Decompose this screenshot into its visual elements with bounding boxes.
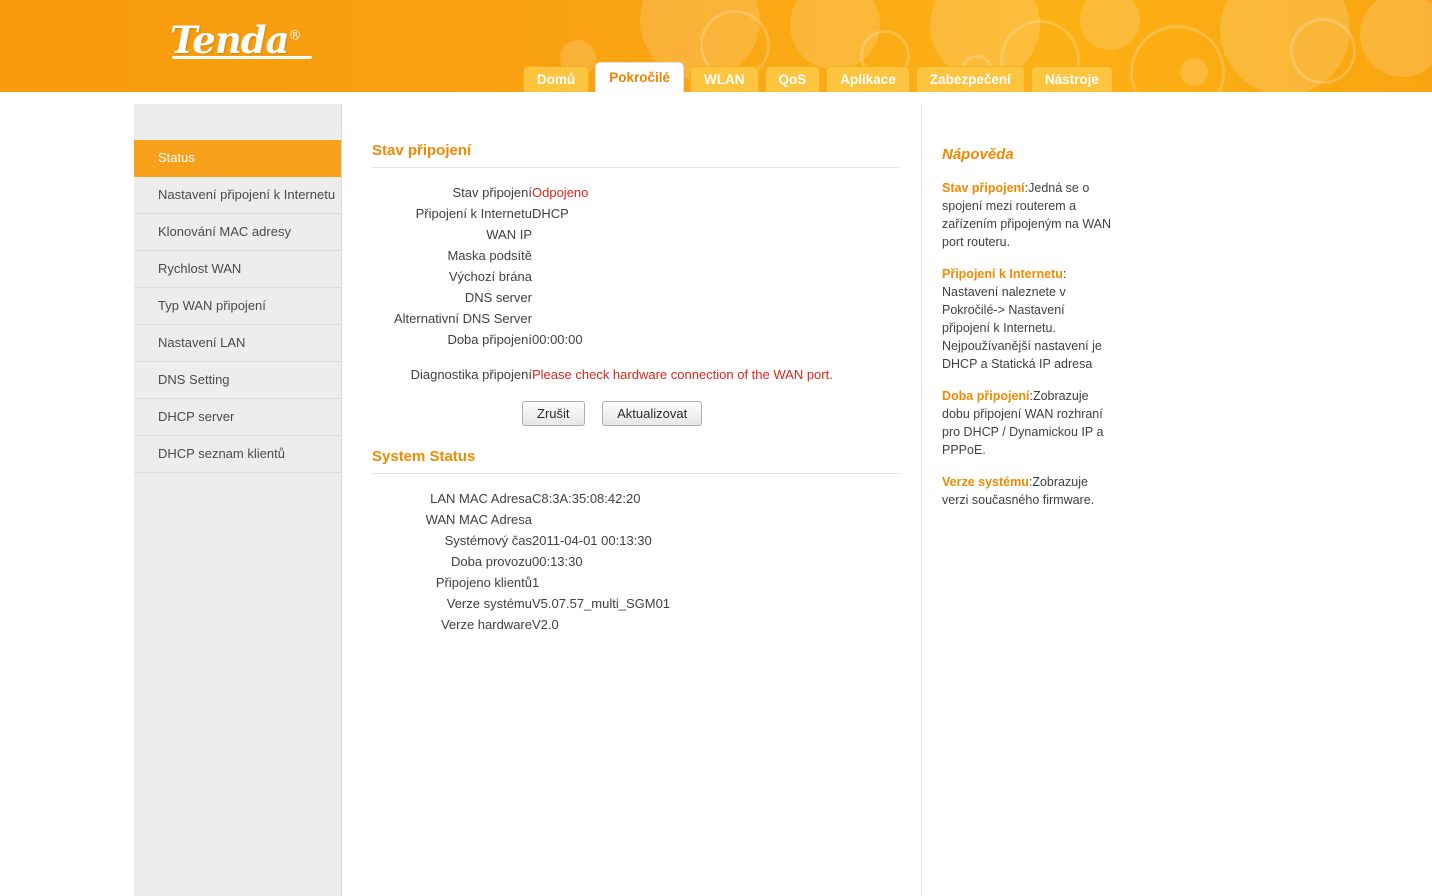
table-row	[342, 182, 833, 203]
sidebar-item-status[interactable]: Status	[134, 140, 341, 177]
table-row	[342, 308, 833, 329]
row-label-dns-server: DNS server	[464, 290, 532, 305]
row-value-diagnostics: Please check hardware connection of the WAN port.	[532, 367, 833, 382]
row-value-system-time: 2011-04-01 00:13:30	[532, 533, 652, 548]
help-paragraph-internet-connection	[942, 265, 1114, 373]
help-term-connection-state: Stav připojení	[942, 181, 1025, 195]
logo-text: Tenda	[170, 18, 289, 62]
action-buttons	[522, 401, 921, 426]
system-status-table	[342, 488, 670, 635]
table-row	[342, 329, 833, 350]
sidebar-item-lan-settings[interactable]: Nastavení LAN	[134, 325, 341, 362]
tenda-logo	[170, 18, 312, 62]
row-label-lan-mac: LAN MAC Adresa	[430, 491, 532, 506]
sidebar-item-wan-speed[interactable]: Rychlost WAN	[134, 251, 341, 288]
sidebar-item-dns-setting[interactable]: DNS Setting	[134, 362, 341, 399]
connection-title-divider	[372, 167, 899, 168]
tab-wlan[interactable]: WLAN	[690, 66, 759, 92]
row-value-lan-mac: C8:3A:35:08:42:20	[532, 491, 641, 506]
system-title-divider	[372, 473, 899, 474]
row-value-connection-time: 00:00:00	[532, 332, 583, 347]
tab-domu[interactable]: Domů	[523, 66, 589, 92]
help-term-firmware-version: Verze systému	[942, 475, 1029, 489]
table-row	[342, 287, 833, 308]
row-label-connection-state: Stav připojení	[452, 185, 532, 200]
logo-registered-mark: ®	[288, 28, 301, 44]
row-value-dns-server	[532, 287, 833, 308]
content-wrapper	[134, 104, 1134, 896]
row-value-hardware-version: V2.0	[532, 617, 559, 632]
row-label-wan-ip: WAN IP	[486, 227, 532, 242]
tab-pokrocile[interactable]: Pokročilé	[595, 62, 684, 92]
table-row	[342, 509, 670, 530]
help-term-connection-time: Doba připojení	[942, 389, 1030, 403]
connection-status-table	[342, 182, 833, 385]
help-paragraph-connection-time	[942, 387, 1114, 459]
row-value-default-gateway	[532, 266, 833, 287]
sidebar-item-internet-settings[interactable]: Nastavení připojení k Internetu	[134, 177, 341, 214]
row-label-subnet-mask: Maska podsítě	[447, 248, 532, 263]
table-row	[342, 364, 833, 385]
row-value-internet-connection: DHCP	[532, 206, 569, 221]
table-row	[342, 488, 670, 509]
row-label-alt-dns-server: Alternativní DNS Server	[394, 311, 532, 326]
refresh-button[interactable]: Aktualizovat	[602, 401, 702, 426]
row-label-connected-clients: Připojeno klientů	[435, 575, 532, 590]
table-row	[342, 266, 833, 287]
help-title: Nápověda	[942, 146, 1014, 163]
row-label-system-time: Systémový čas	[444, 533, 532, 548]
table-row	[342, 530, 670, 551]
sidebar-item-mac-clone[interactable]: Klonování MAC adresy	[134, 214, 341, 251]
tab-aplikace[interactable]: Aplikace	[826, 66, 910, 92]
table-row	[342, 614, 670, 635]
tab-nastroje[interactable]: Nástroje	[1031, 66, 1113, 92]
row-value-alt-dns-server	[532, 308, 833, 329]
sidebar-item-dhcp-client-list[interactable]: DHCP seznam klientů	[134, 436, 341, 473]
row-label-connection-time: Doba připojení	[447, 332, 532, 347]
help-text-connection-time: :Zobrazuje dobu připojení WAN rozhraní pro DHCP / Dynamickou IP a PPPoE.	[942, 389, 1104, 457]
row-label-wan-mac: WAN MAC Adresa	[425, 512, 532, 527]
main-content	[342, 104, 922, 896]
help-text-connection-state: :Jedná se o spojení mezi routerem a zařízením připojeným na WAN port routeru.	[942, 181, 1112, 249]
table-row	[342, 593, 670, 614]
row-label-default-gateway: Výchozí brána	[448, 269, 532, 284]
tab-qos[interactable]: QoS	[765, 66, 821, 92]
table-row	[342, 245, 833, 266]
cancel-button[interactable]: Zrušit	[522, 401, 585, 426]
row-value-uptime: 00:13:30	[532, 554, 583, 569]
help-paragraph-connection-state	[942, 179, 1114, 251]
sidebar-item-wan-type[interactable]: Typ WAN připojení	[134, 288, 341, 325]
row-value-connected-clients: 1	[532, 575, 540, 590]
row-value-wan-ip	[532, 224, 833, 245]
table-row	[342, 572, 670, 593]
row-value-wan-mac	[532, 509, 670, 530]
page-header	[0, 0, 1432, 92]
row-value-firmware-version: V5.07.57_multi_SGM01	[532, 596, 671, 611]
sidebar	[134, 104, 342, 896]
page-body	[0, 92, 1432, 896]
row-label-internet-connection: Připojení k Internetu	[415, 206, 532, 221]
table-row	[342, 203, 833, 224]
help-panel	[922, 104, 1132, 896]
row-label-diagnostics: Diagnostika připojení	[410, 367, 532, 382]
help-text-firmware-version: :Zobrazuje verzi současného firmware.	[942, 475, 1095, 507]
row-value-connection-state: Odpojeno	[532, 185, 589, 200]
sidebar-item-dhcp-server[interactable]: DHCP server	[134, 399, 341, 436]
main-navigation[interactable]	[523, 64, 1119, 92]
tab-zabezpeceni[interactable]: Zabezpečení	[916, 66, 1025, 92]
table-row	[342, 551, 670, 572]
help-paragraph-firmware-version	[942, 473, 1114, 509]
row-label-hardware-version: Verze hardware	[440, 617, 532, 632]
row-value-subnet-mask	[532, 245, 833, 266]
row-label-firmware-version: Verze systému	[446, 596, 532, 611]
help-term-internet-connection: Připojení k Internetu	[942, 267, 1063, 281]
table-spacer	[342, 350, 833, 364]
table-row	[342, 224, 833, 245]
connection-status-title: Stav připojení	[372, 142, 472, 159]
row-label-uptime: Doba provozu	[451, 554, 532, 569]
help-text-internet-connection: : Nastavení naleznete v Pokročilé-> Nastavení připojení k Internetu. Nejpoužívanější nastavení je DHCP a Statická IP adresa	[942, 267, 1102, 371]
system-status-title: System Status	[372, 448, 476, 465]
